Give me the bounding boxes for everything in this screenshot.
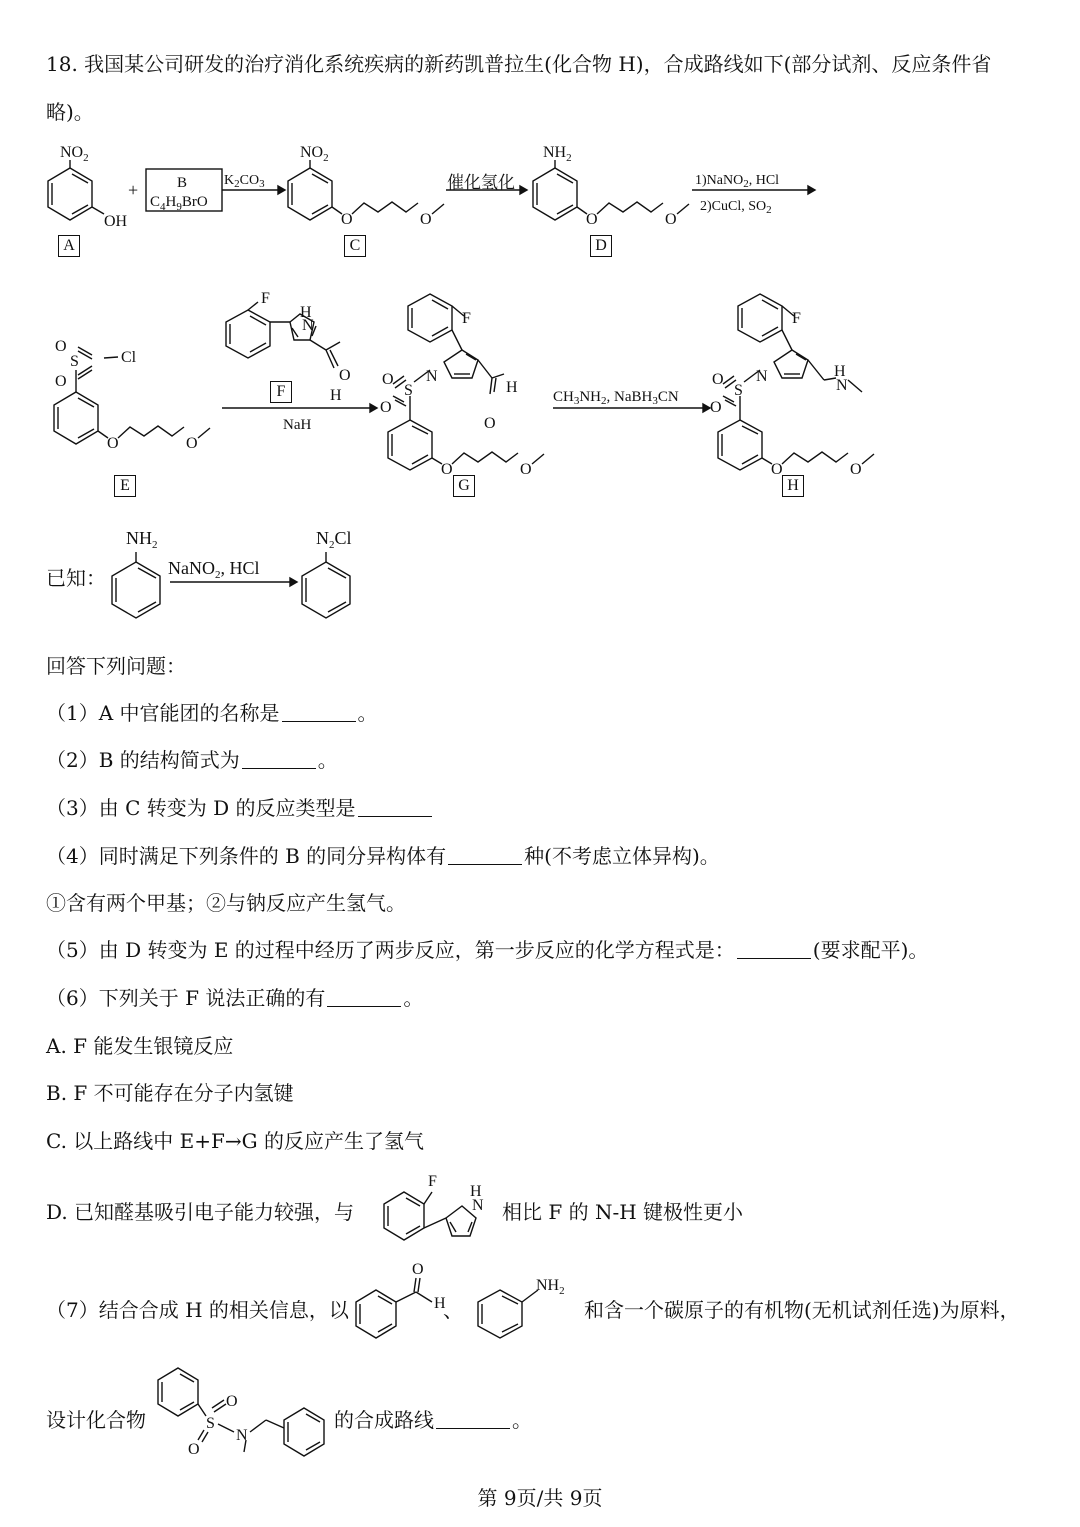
q4: （4）同时满足下列条件的 B 的同分异构体有 种(不考虑立体异构)。 (46, 844, 720, 868)
svg-text:O: O (339, 367, 351, 384)
svg-text:O: O (710, 399, 722, 416)
label-b-in-box: B (177, 175, 188, 191)
svg-text:O: O (380, 399, 392, 416)
svg-text:O: O (771, 461, 783, 478)
q7-separator: 、 (443, 1298, 463, 1322)
svg-text:NH2: $NH_2$ (126, 528, 158, 551)
label-d: D (590, 235, 612, 257)
q7-reagents-structures (340, 1258, 590, 1348)
reagent-ch3nh2: $CH_3NH_2$, NaBH$_3$CN (553, 389, 679, 407)
svg-text:N: N (472, 1197, 484, 1214)
svg-text:O: O (441, 461, 453, 478)
svg-text:O: O (107, 435, 119, 452)
svg-text:NaNO2, HCl: NaNO$_2$, HCl (168, 558, 260, 581)
svg-text:NO2: $NO_2$ (300, 144, 329, 164)
svg-text:N: N (302, 317, 314, 334)
svg-text:1)NaNO2, HCl: 1)NaNO$_2$, HCl (695, 173, 780, 190)
answer-blank-q5[interactable] (737, 940, 811, 959)
label-f: F (270, 381, 292, 403)
svg-text:H: H (470, 1183, 482, 1200)
svg-text:N: N (426, 368, 438, 385)
q1: （1）A 中官能团的名称是 。 (46, 701, 378, 725)
svg-text:H: H (300, 304, 312, 321)
svg-text:O: O (186, 435, 198, 452)
reaction-scheme (0, 0, 1080, 520)
option-c: C. 以上路线中 E+F→G 的反应产生了氢气 (46, 1129, 424, 1153)
q7-text3: 设计化合物 (46, 1408, 146, 1432)
q6: （6）下列关于 F 说法正确的有 。 (46, 986, 424, 1010)
page-footer: 第 9页/共 9页 (477, 1486, 603, 1510)
known-reaction (0, 520, 420, 630)
answer-blank-q6[interactable] (327, 988, 401, 1007)
svg-text:N: N (236, 1427, 248, 1444)
svg-text:O: O (586, 211, 598, 228)
svg-text:NH2: $NH_2$ (536, 1277, 565, 1297)
label-g: G (453, 475, 475, 497)
option-d-text2: 相比 F 的 N-H 键极性更小 (502, 1200, 744, 1224)
svg-text:H: H (506, 379, 518, 396)
svg-text:O: O (520, 461, 532, 478)
q4-conditions: ①含有两个甲基；②与钠反应产生氢气。 (46, 891, 406, 915)
reagent-k2co3: $K_2CO_3$ (224, 173, 265, 190)
option-d-structure (370, 1162, 510, 1252)
svg-text:O: O (850, 461, 862, 478)
svg-text:O: O (412, 1261, 424, 1278)
svg-text:O: O (55, 338, 67, 355)
q3: （3）由 C 转变为 D 的反应类型是 (46, 792, 434, 821)
question-intro-line1: 18. 我国某公司研发的治疗消化系统疾病的新药凯普拉生(化合物 H)，合成路线如下(部分试剂、反应条件省 (46, 52, 992, 76)
svg-text:NH2: $NH_2$ (543, 144, 572, 164)
compound-a-structure (48, 160, 104, 220)
svg-text:F: F (428, 1173, 437, 1190)
svg-text:F: F (261, 290, 270, 307)
svg-text:O: O (55, 373, 67, 390)
option-d-text1: D. 已知醛基吸引电子能力较强，与 (46, 1200, 355, 1224)
svg-text:O: O (665, 211, 677, 228)
svg-text:F: F (792, 310, 801, 327)
svg-text:S: S (734, 382, 743, 399)
reagent-hydrogenation: 催化氢化 (447, 173, 515, 193)
svg-text:O: O (188, 1441, 200, 1458)
label-h: H (782, 475, 804, 497)
svg-text:H: H (330, 387, 342, 404)
svg-text:O: O (712, 371, 724, 388)
option-b: B. F 不可能存在分子内氢键 (46, 1081, 294, 1105)
svg-text:H: H (434, 1295, 446, 1312)
answer-blank-q1[interactable] (282, 703, 356, 722)
formula-b: $C_4H_9BrO$ (150, 194, 208, 213)
answer-blank-q7[interactable] (436, 1410, 510, 1429)
group-no2-a: $NO_2$ (60, 144, 89, 164)
compound-f-structure (226, 302, 340, 368)
q7-text2: 和含一个碳原子的有机物(无机试剂任选)为原料， (584, 1298, 1020, 1322)
group-oh-a: OH (104, 213, 128, 230)
reagent-nah: NaH (283, 417, 312, 433)
svg-text:+: + (128, 180, 139, 200)
svg-text:O: O (382, 371, 394, 388)
svg-text:N: N (836, 377, 848, 394)
label-a: A (58, 235, 80, 257)
svg-text:Cl: Cl (121, 349, 137, 366)
answer-prompt: 回答下列问题： (46, 654, 186, 678)
q2: （2）B 的结构简式为 。 (46, 748, 338, 772)
answer-blank-q3[interactable] (358, 798, 432, 817)
svg-text:S: S (404, 382, 413, 399)
question-intro-line2: 略)。 (46, 100, 94, 124)
svg-text:S: S (206, 1415, 215, 1432)
answer-blank-q2[interactable] (242, 750, 316, 769)
option-a: A. F 能发生银镜反应 (46, 1034, 234, 1058)
svg-text:H: H (834, 363, 846, 380)
svg-text:N2Cl: $N_2Cl$ (316, 528, 352, 551)
label-e: E (114, 475, 136, 497)
svg-text:N: N (756, 368, 768, 385)
svg-text:S: S (70, 353, 79, 370)
svg-text:F: F (462, 310, 471, 327)
svg-text:O: O (226, 1393, 238, 1410)
svg-text:O: O (420, 211, 432, 228)
known-label: 已知： (46, 566, 106, 590)
svg-text:O: O (341, 211, 353, 228)
q7-target-structure (150, 1358, 340, 1458)
label-c: C (344, 235, 366, 257)
q7-text1: （7）结合合成 H 的相关信息，以 (46, 1298, 349, 1322)
svg-text:2)CuCl, SO2: 2)CuCl, $SO_2$ (700, 199, 772, 216)
answer-blank-q4[interactable] (448, 846, 522, 865)
svg-text:O: O (484, 415, 496, 432)
q5: （5）由 D 转变为 E 的过程中经历了两步反应，第一步反应的化学方程式是： (要求配平)。 (46, 938, 929, 962)
q7-text4: 的合成路线 。 (334, 1408, 532, 1432)
